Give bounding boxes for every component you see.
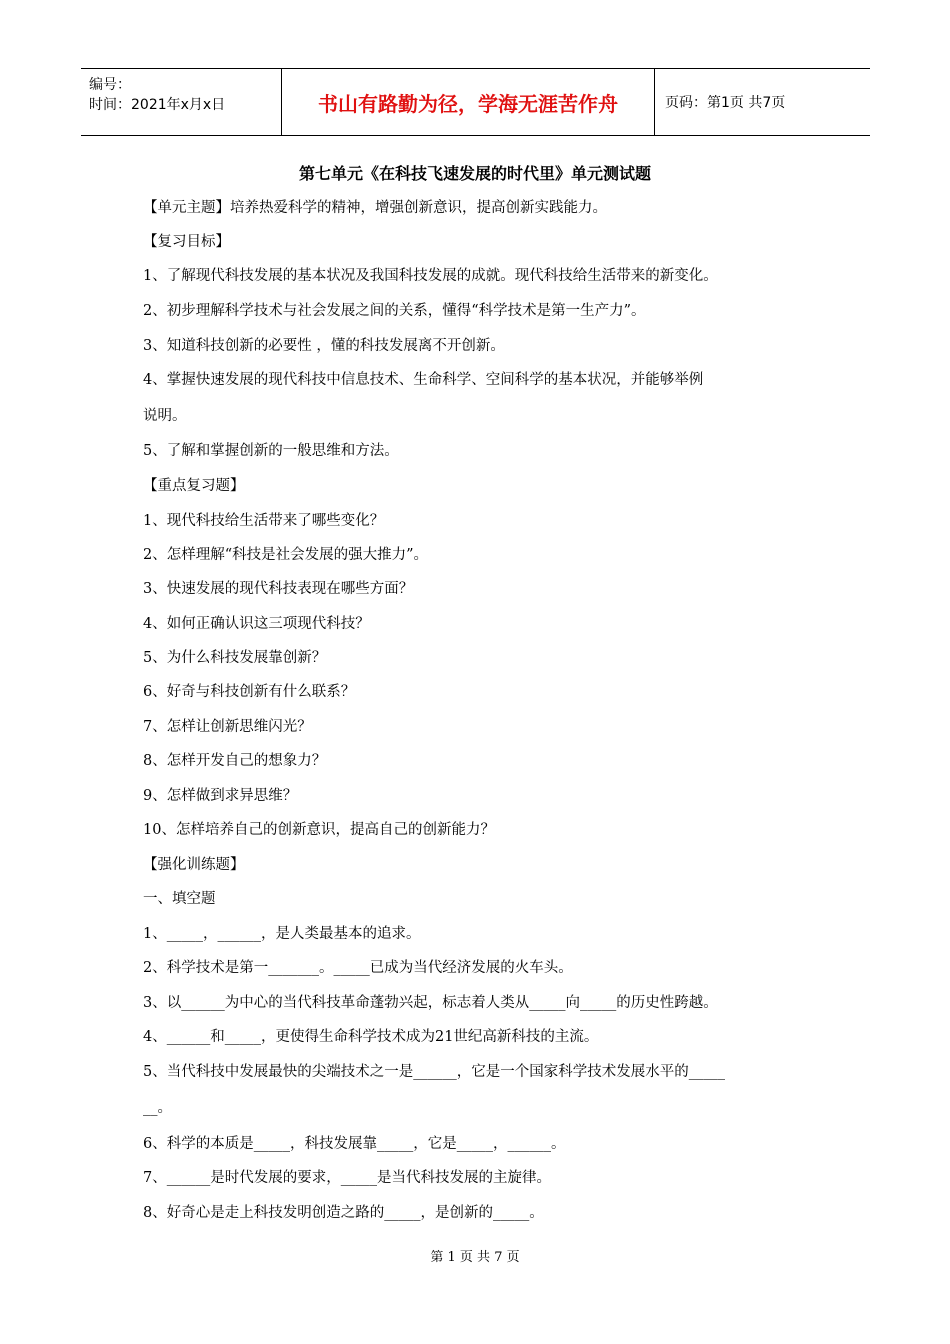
text-line: 6、好奇与科技创新有什么联系？ [143, 684, 356, 700]
text-line: 3、以______为中心的当代科技革命蓬勃兴起，标志着人类从_____向_____的历史性跨越。 [143, 995, 718, 1011]
document-title: 第七单元《在科技飞速发展的时代里》单元测试题 [298, 164, 651, 183]
text-line: 4、______和_____，更使得生命科学技术成为21世纪高新科技的主流。 [143, 1029, 599, 1045]
text-line: 9、怎样做到求异思维？ [143, 788, 298, 804]
text-line: 1、了解现代科技发展的基本状况及我国科技发展的成就。现代科技给生活带来的新变化。 [143, 268, 718, 284]
header-table [81, 68, 870, 136]
text-line: 6、科学的本质是_____，科技发展靠_____，它是_____，______。 [143, 1136, 566, 1152]
text-line: 8、怎样开发自己的想象力？ [143, 753, 327, 769]
text-line: 4、掌握快速发展的现代科技中信息技术、生命科学、空间科学的基本状况，并能够举例 [143, 372, 704, 388]
text-line: 5、当代科技中发展最快的尖端技术之一是______，它是一个国家科学技术发展水平的_____ [143, 1064, 725, 1080]
section-heading: 【强化训练题】 [143, 857, 245, 873]
page-footer: 第 1 页 共 7 页 [430, 1250, 520, 1265]
text-line: 5、为什么科技发展靠创新？ [143, 650, 327, 666]
text-line: 5、了解和掌握创新的一般思维和方法。 [143, 443, 399, 459]
number-label: 编号： [89, 77, 131, 93]
text-line: 4、如何正确认识这三项现代科技？ [143, 616, 370, 632]
motto-text: 书山有路勤为径，学海无涯苦作舟 [318, 91, 618, 116]
header-page-cell [655, 69, 870, 135]
page-info: 页码：第1页 共7页 [665, 95, 786, 111]
text-line: __。 [143, 1100, 172, 1116]
time-label: 时间：2021年x月x日 [89, 97, 226, 113]
text-line: 7、______是时代发展的要求，_____是当代科技发展的主旋律。 [143, 1170, 551, 1186]
text-line: 7、怎样让创新思维闪光？ [143, 719, 312, 735]
text-line: 2、科学技术是第一_______。_____已成为当代经济发展的火车头。 [143, 960, 573, 976]
text-line: 8、好奇心是走上科技发明创造之路的_____，是创新的_____。 [143, 1205, 544, 1221]
section-heading: 【复习目标】 [143, 234, 230, 250]
text-line: 1、_____，______，是人类最基本的追求。 [143, 926, 421, 942]
text-line: 【单元主题】培养热爱科学的精神，增强创新意识，提高创新实践能力。 [143, 200, 607, 216]
text-line: 3、知道科技创新的必要性 ，懂的科技发展离不开创新。 [143, 338, 505, 354]
header-motto-cell [282, 69, 655, 135]
section-heading: 【重点复习题】 [143, 478, 245, 494]
text-line: 10、怎样培养自己的创新意识，提高自己的创新能力？ [143, 822, 495, 838]
text-line: 1、现代科技给生活带来了哪些变化？ [143, 513, 385, 529]
text-line: 2、初步理解科学技术与社会发展之间的关系，懂得“科学技术是第一生产力”。 [143, 303, 646, 319]
header-meta-cell [81, 69, 282, 135]
text-line: 一、填空题 [143, 891, 216, 907]
text-line: 说明。 [143, 408, 187, 424]
text-line: 3、快速发展的现代科技表现在哪些方面？ [143, 581, 414, 597]
text-line: 2、怎样理解“科技是社会发展的强大推力”。 [143, 547, 429, 563]
